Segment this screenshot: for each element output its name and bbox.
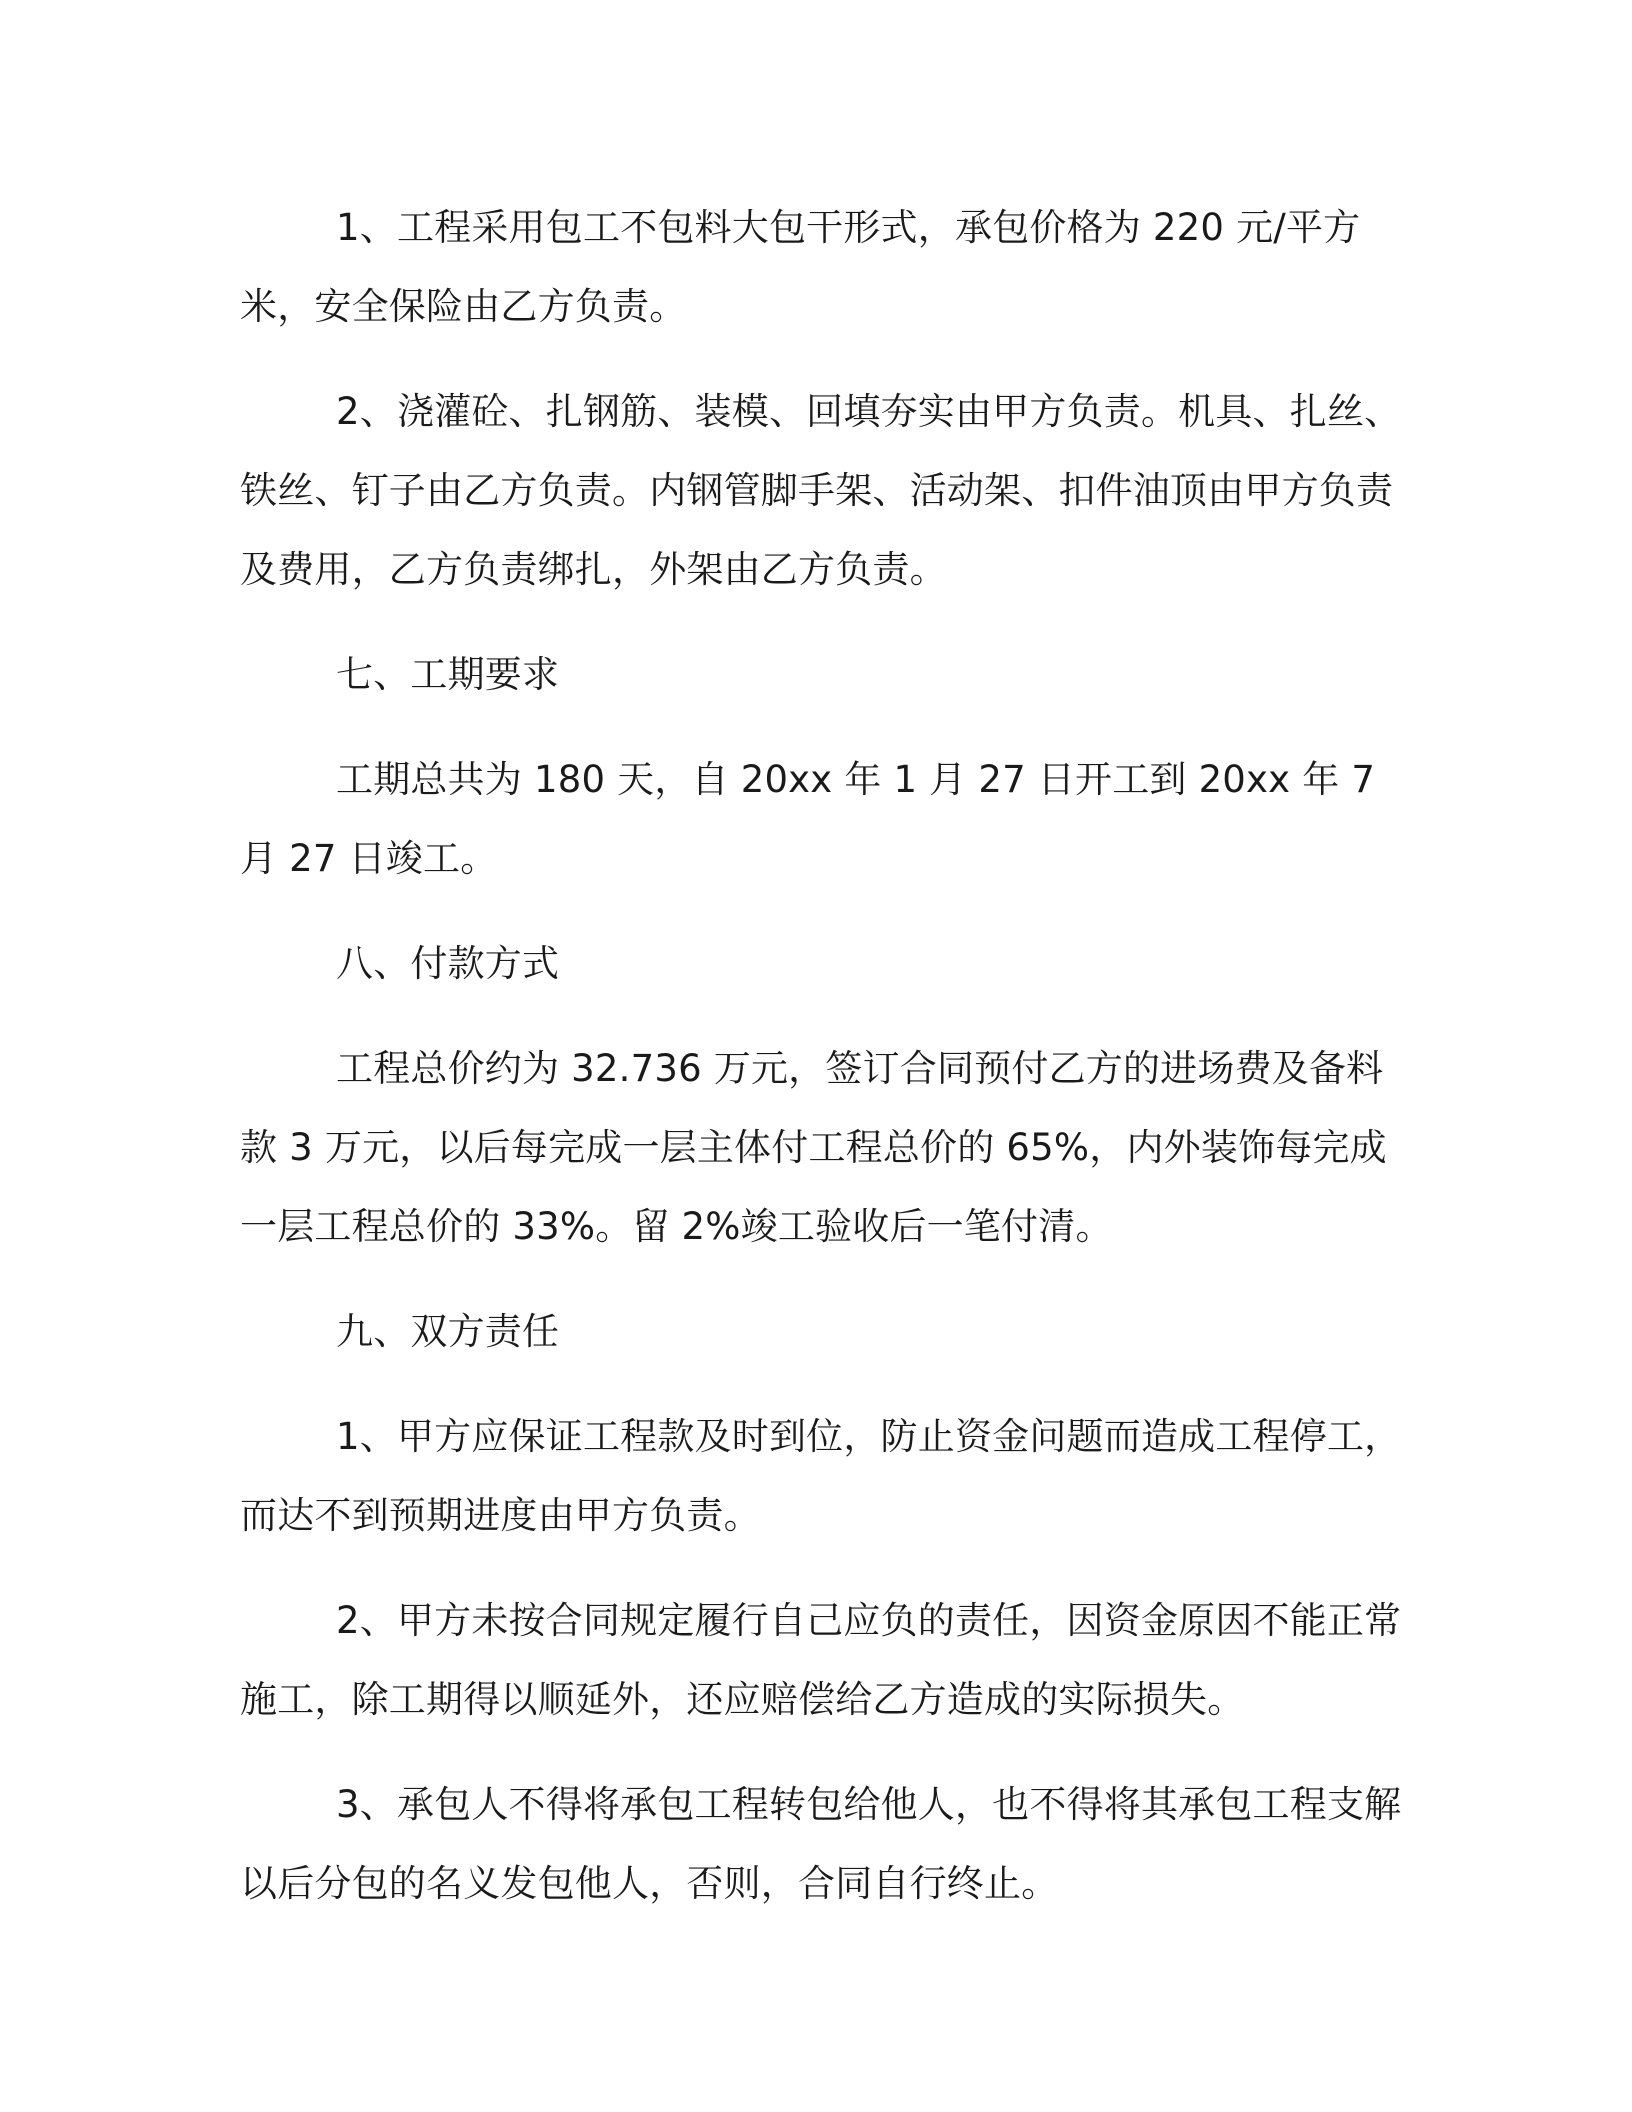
payment-text: 工程总价约为 32.736 万元，签订合同预付乙方的进场费及备料款 3 万元，以后每完成一层主体付工程总价的 65%，内外装饰每完成一层工程总价的 33%。留 2%竣工验收后一笔付清。 [240,1047,1387,1248]
section-heading-payment: 八、付款方式 [336,942,560,985]
duty-clause-3: 3、承包人不得将承包工程转包给他人，也不得将其承包工程支解以后分包的名义发包他人，否则，合同自行终止。 [240,1783,1402,1905]
section-heading-duties: 九、双方责任 [336,1310,560,1353]
section-heading-schedule: 七、工期要求 [336,653,560,696]
document-body [240,188,1420,1923]
duty-clause-2: 2、甲方未按合同规定履行自己应负的责任，因资金原因不能正常施工，除工期得以顺延外，还应赔偿给乙方造成的实际损失。 [240,1599,1402,1721]
duty-clause-1: 1、甲方应保证工程款及时到位，防止资金问题而造成工程停工，而达不到预期进度由甲方负责。 [240,1415,1402,1537]
clause-price: 1、工程采用包工不包料大包干形式，承包价格为 220 元/平方米，安全保险由乙方负责。 [240,206,1361,328]
schedule-text: 工期总共为 180 天，自 20xx 年 1 月 27 日开工到 20xx 年 7 月 27 日竣工。 [240,758,1376,880]
clause-responsibilities: 2、浇灌砼、扎钢筋、装模、回填夯实由甲方负责。机具、扎丝、铁丝、钉子由乙方负责。内钢管脚手架、活动架、扣件油顶由甲方负责及费用，乙方负责绑扎，外架由乙方负责。 [240,390,1402,591]
